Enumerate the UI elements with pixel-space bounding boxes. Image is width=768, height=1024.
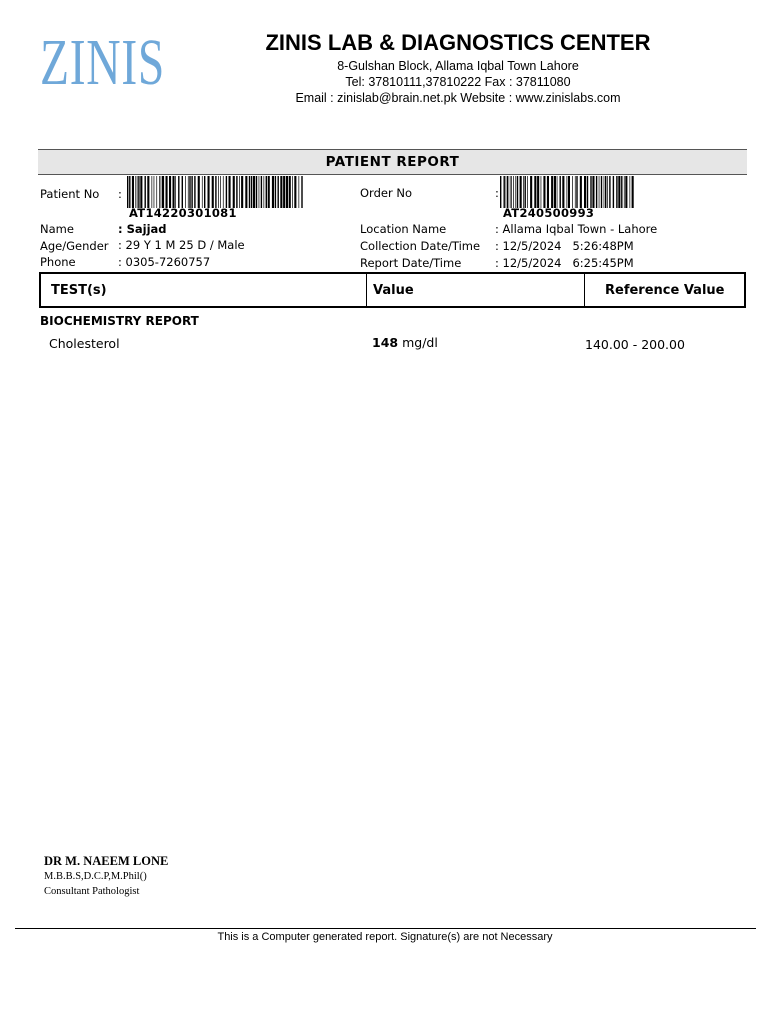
report-title: PATIENT REPORT xyxy=(38,149,747,175)
lab-email-website: Email : zinislab@brain.net.pk Website : www.zinislabs.com xyxy=(295,91,621,105)
reference-range: 140.00 - 200.00 xyxy=(585,337,685,352)
lab-phone-fax: Tel: 37810111,37810222 Fax : 37811080 xyxy=(345,75,571,89)
result-unit: mg/dl xyxy=(402,335,438,350)
test-column-header: TEST(s) xyxy=(51,283,107,298)
report-date-value: : 12/5/2024 6:25:45PM xyxy=(495,256,634,270)
results-table-header xyxy=(39,272,746,308)
order-barcode xyxy=(500,176,635,208)
order-no-label: Order No xyxy=(360,186,412,200)
footer-note: This is a Computer generated report. Signature(s) are not Necessary xyxy=(217,931,553,943)
patient-no-colon: : xyxy=(118,187,122,201)
column-divider xyxy=(366,274,367,306)
phone-label: Phone xyxy=(40,255,76,269)
collection-value: : 12/5/2024 5:26:48PM xyxy=(495,239,634,253)
report-date-label: Report Date/Time xyxy=(360,256,462,270)
lab-name: ZINIS LAB & DIAGNOSTICS CENTER xyxy=(265,30,651,55)
section-title: BIOCHEMISTRY REPORT xyxy=(40,314,199,328)
order-no: AT240500993 xyxy=(503,206,595,220)
test-name: Cholesterol xyxy=(49,336,120,351)
doctor-qualifications: M.B.B.S,D.C.P,M.Phil() xyxy=(44,871,147,882)
patient-name: : Sajjad xyxy=(118,222,167,236)
patient-barcode xyxy=(127,176,305,208)
patient-no: AT14220301081 xyxy=(129,206,237,220)
doctor-title: Consultant Pathologist xyxy=(44,886,140,897)
patient-no-label: Patient No xyxy=(40,187,100,201)
value-column-header: Value xyxy=(373,283,414,298)
column-divider xyxy=(584,274,585,306)
age-gender-value: : 29 Y 1 M 25 D / Male xyxy=(118,238,245,252)
name-label: Name xyxy=(40,222,74,236)
doctor-name: DR M. NAEEM LONE xyxy=(44,854,169,868)
footer-divider xyxy=(15,928,756,929)
phone-value: : 0305-7260757 xyxy=(118,255,211,269)
collection-label: Collection Date/Time xyxy=(360,239,481,253)
age-gender-label: Age/Gender xyxy=(40,239,109,253)
lab-address: 8-Gulshan Block, Allama Iqbal Town Lahore xyxy=(337,59,579,73)
lab-logo: ZINIS xyxy=(40,26,166,99)
order-no-colon: : xyxy=(495,186,499,200)
location-value: : Allama Iqbal Town - Lahore xyxy=(495,222,658,236)
reference-column-header: Reference Value xyxy=(605,283,725,298)
location-label: Location Name xyxy=(360,222,447,236)
result-number: 148 xyxy=(372,335,399,350)
test-value xyxy=(372,335,438,350)
